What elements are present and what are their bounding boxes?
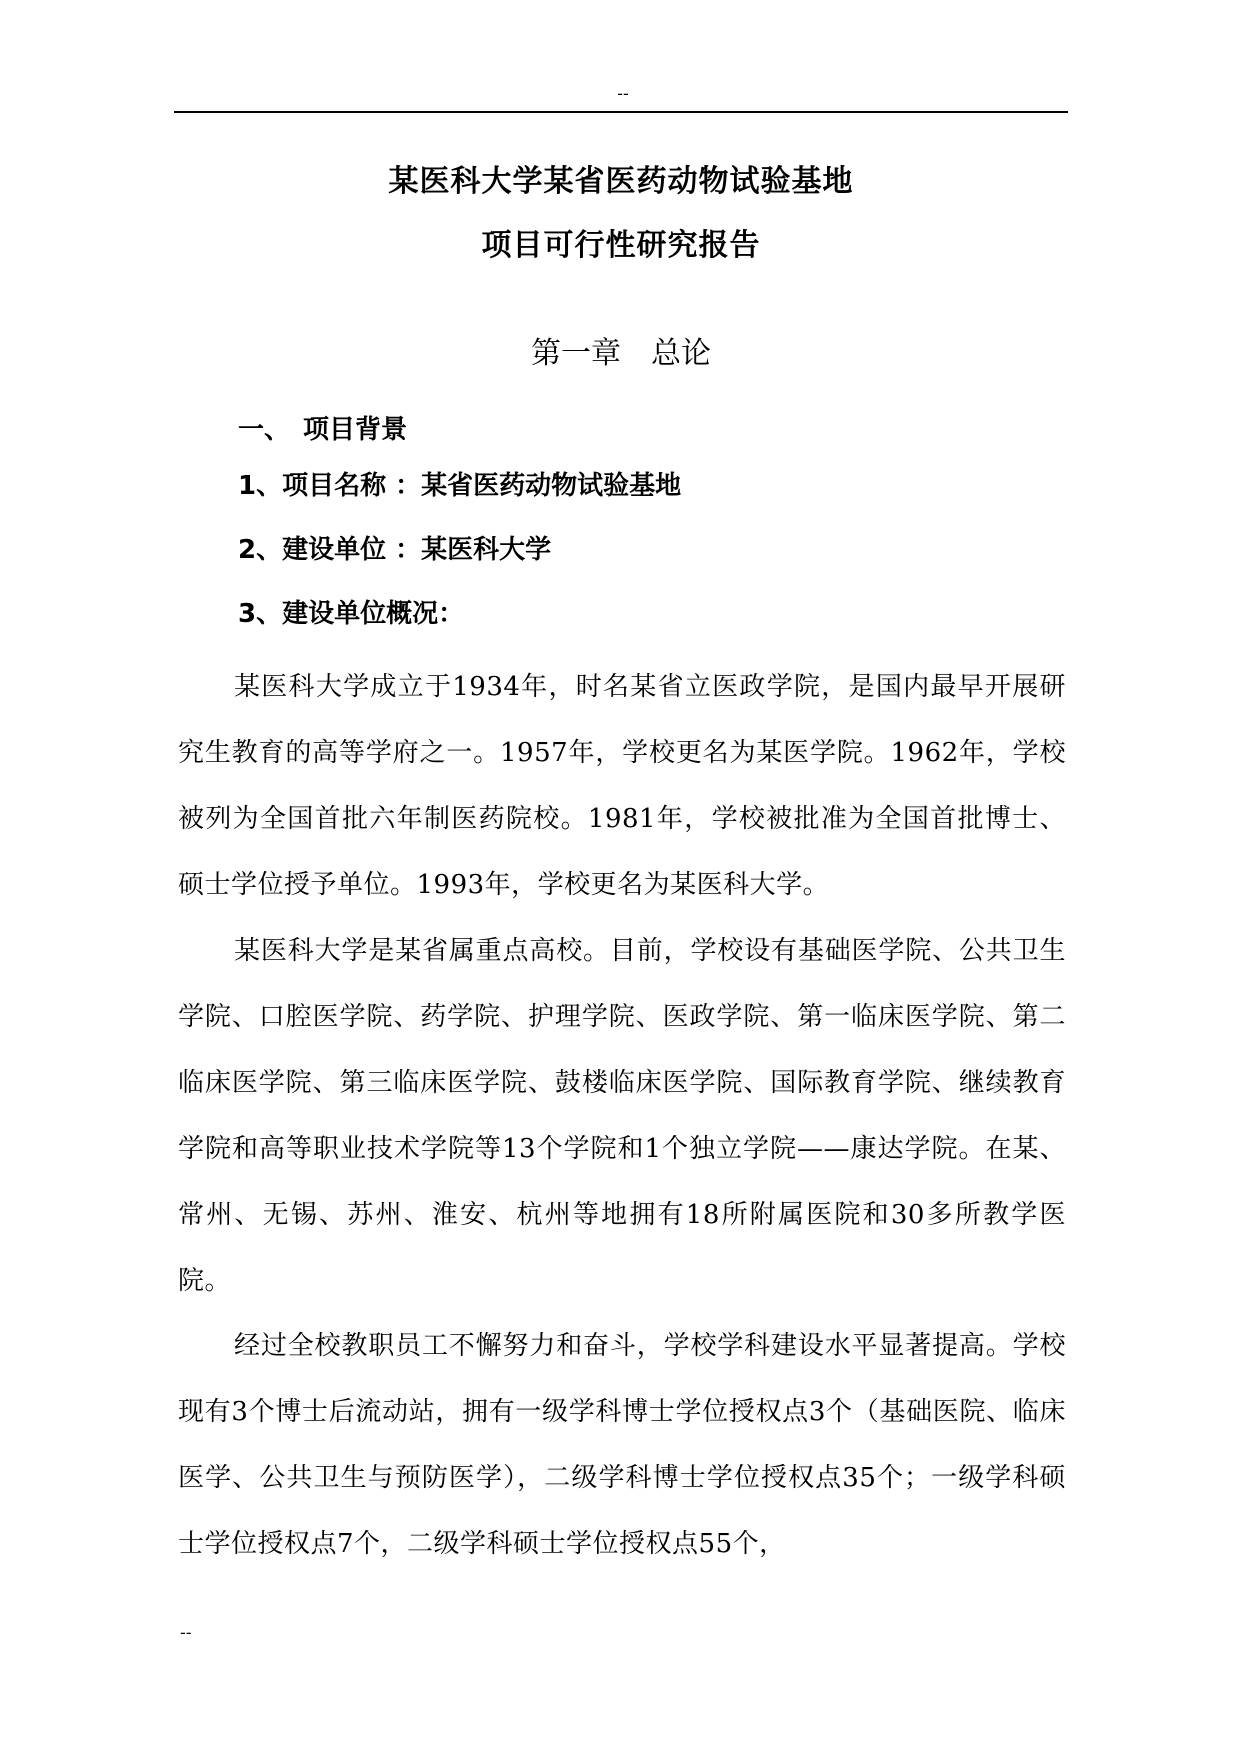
section-item-builder: 2、建设单位 ：某医科大学 (238, 535, 552, 565)
section-heading-background: 一、 项目背景 (238, 415, 408, 445)
document-title-line-2: 项目可行性研究报告 (481, 228, 761, 263)
footer-mark: -- (180, 1623, 192, 1642)
header-rule (174, 111, 1068, 113)
body-paragraph-2: 某医科大学是某省属重点高校。目前，学校设有基础医学院、公共卫生学院、口腔医学院、药学院、护理学院、医政学院、第一临床医学院、第二临床医学院、第三临床医学院、鼓楼临床医学院、国际教育学院、继续教育学院和高等职业技术学院等13个学院和1个独立学院——康达学院。在某、常州、无锡、苏州、淮安、杭州等地拥有18所附属医院和30多所教学医院。 (178, 936, 1066, 1296)
chapter-heading: 第一章 总论 (531, 336, 711, 371)
header-mark: -- (617, 84, 629, 103)
section-item-builder-overview: 3、建设单位概况： (238, 599, 465, 629)
section-item-project-name: 1、项目名称 ：某省医药动物试验基地 (238, 471, 682, 501)
body-paragraph-3: 经过全校教职员工不懈努力和奋斗，学校学科建设水平显著提高。学校现有3个博士后流动站，拥有一级学科博士学位授权点3个（基础医院、临床医学、公共卫生与预防医学），二级学科博士学位授权点35个；一级学科硕士学位授权点7个，二级学科硕士学位授权点55个， (178, 1331, 1066, 1559)
body-paragraph-1: 某医科大学成立于1934年，时名某省立医政学院，是国内最早开展研究生教育的高等学府之一。1957年，学校更名为某医学院。1962年，学校被列为全国首批六年制医药院校。1981年，学校被批准为全国首批博士、硕士学位授予单位。1993年，学校更名为某医科大学。 (178, 672, 1066, 900)
document-title-line-1: 某医科大学某省医药动物试验基地 (388, 164, 854, 199)
